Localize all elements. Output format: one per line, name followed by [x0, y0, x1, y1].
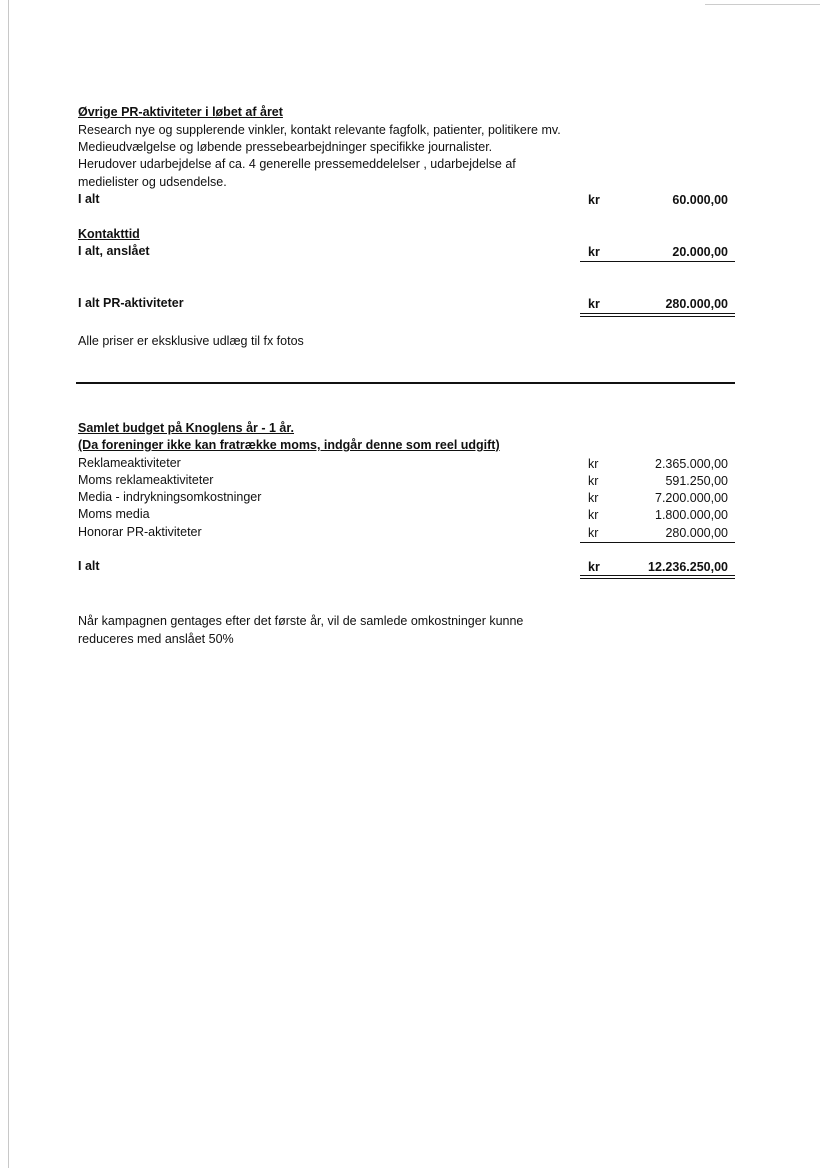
budget-row-amount: 2.365.000,00 [655, 457, 728, 471]
section-divider [76, 382, 735, 384]
budget-row-currency: kr [588, 508, 599, 522]
pr-other-heading: Øvrige PR-aktiviteter i løbet af året [78, 105, 283, 119]
price-note: Alle priser er eksklusive udlæg til fx fotos [78, 334, 304, 348]
closing-line: Når kampagnen gentages efter det første år, vil de samlede omkostninger kunne [78, 614, 524, 628]
budget-row-label: Media - indrykningsomkostninger [78, 490, 262, 504]
budget-row-amount: 1.800.000,00 [655, 508, 728, 522]
pr-total-amount: 280.000,00 [665, 297, 728, 311]
pr-other-line: Research nye og supplerende vinkler, kontakt relevante fagfolk, patienter, politikere mv. [78, 123, 561, 137]
contact-heading: Kontakttid [78, 227, 140, 241]
budget-total-currency: kr [588, 560, 600, 574]
budget-row-amount: 7.200.000,00 [655, 491, 728, 505]
budget-row-currency: kr [588, 457, 599, 471]
pr-other-total-amount: 60.000,00 [672, 193, 728, 207]
pr-other-line: medielister og udsendelse. [78, 175, 227, 189]
budget-total-double-underline [580, 575, 735, 576]
pr-other-total-label: I alt [78, 192, 100, 206]
pr-total-double-underline [580, 313, 735, 314]
contact-total-label: I alt, anslået [78, 244, 150, 258]
budget-row-label: Honorar PR-aktiviteter [78, 525, 202, 539]
pr-total-currency: kr [588, 297, 600, 311]
budget-total-label: I alt [78, 559, 100, 573]
budget-row-label: Reklameaktiviteter [78, 456, 181, 470]
budget-row-amount: 280.000,00 [665, 526, 728, 540]
pr-total-double-underline [580, 316, 735, 317]
pr-other-currency: kr [588, 193, 600, 207]
page-edge-line [8, 0, 9, 1168]
budget-subheading: (Da foreninger ikke kan fratrække moms, indgår denne som reel udgift) [78, 438, 500, 452]
pr-total-label: I alt PR-aktiviteter [78, 296, 184, 310]
budget-row-amount: 591.250,00 [665, 474, 728, 488]
budget-row-label: Moms reklameaktiviteter [78, 473, 214, 487]
closing-line: reduceres med anslået 50% [78, 632, 234, 646]
contact-total-amount: 20.000,00 [672, 245, 728, 259]
budget-row-currency: kr [588, 474, 599, 488]
top-edge-line [705, 4, 820, 5]
budget-total-amount: 12.236.250,00 [648, 560, 728, 574]
budget-total-double-underline [580, 578, 735, 579]
budget-heading: Samlet budget på Knoglens år - 1 år. [78, 421, 295, 435]
budget-row-currency: kr [588, 526, 599, 540]
contact-underline [580, 261, 735, 262]
budget-row-currency: kr [588, 491, 599, 505]
pr-other-line: Medieudvælgelse og løbende pressebearbejdninger specifikke journalister. [78, 140, 493, 154]
budget-row-label: Moms media [78, 507, 150, 521]
budget-rows-underline [580, 542, 735, 543]
pr-other-line: Herudover udarbejdelse af ca. 4 generelle pressemeddelelser , udarbejdelse af [78, 157, 516, 171]
contact-currency: kr [588, 245, 600, 259]
